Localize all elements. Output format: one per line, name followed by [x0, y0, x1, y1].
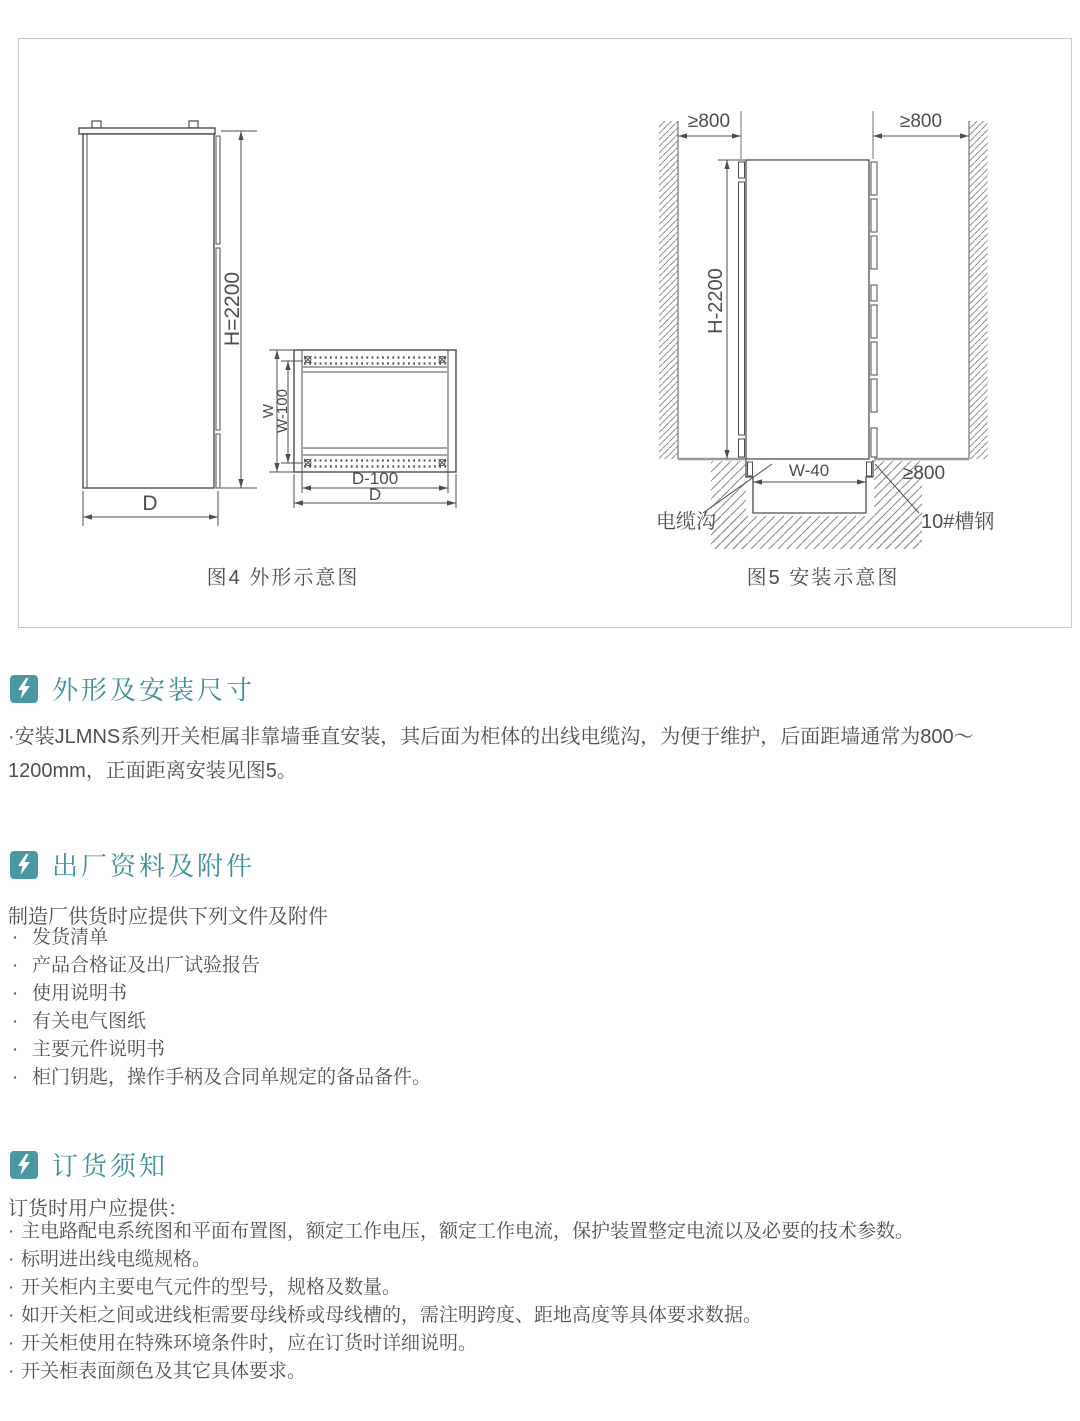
- bullet: ·: [8, 1333, 15, 1354]
- fig4-height-dim-label: H=2200: [221, 271, 244, 347]
- list-item-text: 开关柜内主要电气元件的型号，规格及数量。: [21, 1277, 402, 1298]
- fig4-cabinet-side-view: [79, 121, 220, 488]
- fig5-cable-trench-label: 电缆沟: [656, 511, 716, 533]
- list-item: [8, 1218, 914, 1246]
- list-item-text: 开关柜表面颜色及其它具体要求。: [21, 1361, 307, 1382]
- documents-intro: 制造厂供货时应提供下列文件及附件: [8, 906, 328, 928]
- list-item-text: 柜门钥匙，操作手柄及合同单规定的备品备件。: [32, 1067, 432, 1088]
- fig5-caption: 图5 安装示意图: [746, 567, 900, 589]
- fig4-topview-depth-dim-label: D: [368, 485, 382, 504]
- fig5-trench-width-label: W-40: [788, 461, 830, 480]
- section-title: 出厂资料及附件: [52, 851, 256, 881]
- bullet: ·: [12, 1067, 19, 1088]
- fig5-rear-clearance-label: ≥800: [687, 111, 731, 132]
- installation-paragraph-text: 安装JLMNS系列开关柜属非靠墙垂直安装，其后面为柜体的出线电缆沟，为便于维护，后面距墙通常为800～1200mm，正面距离安装见图5。: [8, 726, 974, 782]
- fig4-width-dim-label: W: [260, 403, 277, 419]
- bullet: ·: [12, 955, 19, 976]
- section-dimensions-header: [10, 670, 255, 707]
- list-item-text: 主电路配电系统图和平面布置图，额定工作电压，额定工作电流，保护装置整定电流以及必要的技术参数。: [21, 1221, 915, 1242]
- fig5-channel-steel-label: 10#槽钢: [921, 511, 995, 533]
- list-item: [8, 1246, 914, 1274]
- ordering-list: [8, 1218, 914, 1386]
- lightning-icon: [10, 851, 38, 879]
- section-title: 外形及安装尺寸: [52, 675, 256, 705]
- bullet: ·: [8, 1249, 15, 1270]
- list-item: [12, 1008, 431, 1036]
- list-item: [12, 980, 431, 1008]
- list-item: [8, 1330, 914, 1358]
- list-item: [12, 924, 431, 952]
- fig5-bottom-clearance-label: ≥800: [902, 463, 946, 484]
- list-item: [8, 1302, 914, 1330]
- list-item-text: 主要元件说明书: [32, 1039, 166, 1060]
- fig5-rear-clearance-dimension: [678, 133, 741, 138]
- bullet: ·: [12, 1011, 19, 1032]
- lightning-icon: [10, 675, 38, 703]
- fig4-depth-minus-dim-label: D-100: [351, 469, 399, 488]
- ordering-intro: 订货时用户应提供：: [8, 1198, 188, 1220]
- bullet: ·: [8, 1305, 15, 1326]
- figures-panel: [18, 38, 1072, 628]
- list-item-text: 有关电气图纸: [32, 1011, 147, 1032]
- fig5-front-clearance-label: ≥800: [899, 111, 943, 132]
- section-ordering-header: [10, 1146, 168, 1183]
- list-item: [12, 1064, 431, 1092]
- bullet: ·: [8, 1221, 15, 1242]
- bullet: ·: [12, 983, 19, 1004]
- bullet: ·: [12, 1039, 19, 1060]
- section-documents-header: [10, 846, 255, 883]
- fig5-height-dim-label: H-2200: [705, 268, 727, 334]
- fig4-caption: 图4 外形示意图: [206, 567, 360, 589]
- documents-list: [12, 924, 431, 1092]
- fig4-width-minus-dim-label: W-100: [274, 389, 291, 433]
- technical-drawings: [19, 39, 1071, 627]
- list-item-text: 发货清单: [32, 927, 109, 948]
- list-item: [12, 1036, 431, 1064]
- fig5-front-clearance-dimension: [873, 133, 969, 138]
- list-item-text: 使用说明书: [32, 983, 128, 1004]
- list-item-text: 开关柜使用在特殊环境条件时，应在订货时详细说明。: [21, 1333, 478, 1354]
- lightning-icon: [10, 1151, 38, 1179]
- fig4-depth-dim-label: D: [142, 492, 158, 515]
- list-item-text: 标明进出线电缆规格。: [21, 1249, 212, 1270]
- list-item: [8, 1274, 914, 1302]
- installation-paragraph: [8, 720, 1070, 788]
- fig5-cabinet: [739, 111, 878, 459]
- list-item-text: 如开关柜之间或进线柜需要母线桥或母线槽的，需注明跨度、距地高度等具体要求数据。: [21, 1305, 763, 1326]
- fig4-cabinet-top-view: [294, 350, 456, 472]
- list-item: [8, 1358, 914, 1386]
- bullet: ·: [8, 1277, 15, 1298]
- bullet: ·: [8, 1361, 15, 1382]
- list-item: [12, 952, 431, 980]
- list-item-text: 产品合格证及出厂试验报告: [32, 955, 261, 976]
- bullet: ·: [12, 927, 19, 948]
- section-title: 订货须知: [52, 1151, 169, 1181]
- bullet: ·: [8, 726, 15, 748]
